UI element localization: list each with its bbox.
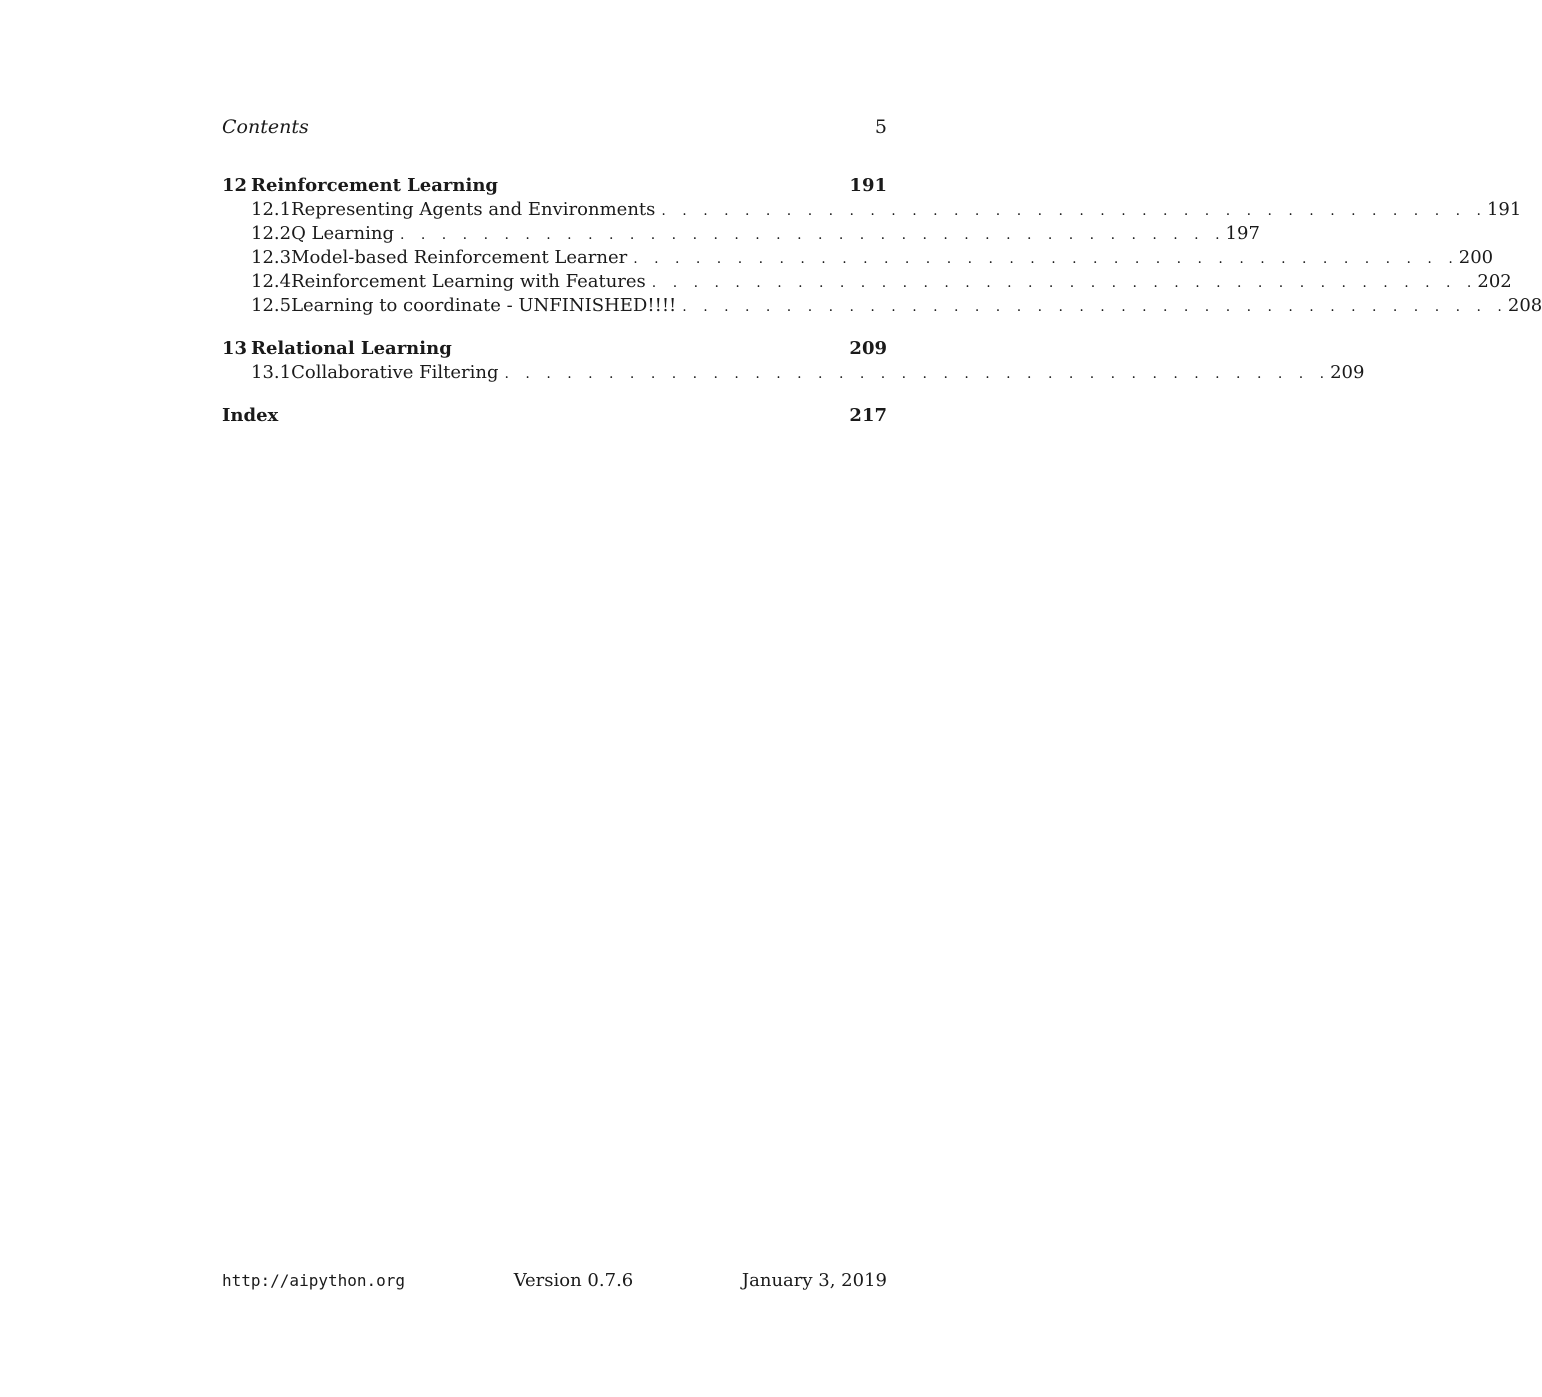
section-number: 12.4 bbox=[251, 271, 292, 292]
index-entry[interactable] bbox=[222, 405, 887, 429]
section-number: 12.3 bbox=[251, 247, 292, 268]
chapter-number: 12 bbox=[222, 175, 248, 196]
chapter-page: 191 bbox=[849, 175, 887, 196]
section-entry[interactable] bbox=[222, 362, 1365, 386]
index-label: Index bbox=[222, 405, 279, 426]
section-number: 12.5 bbox=[251, 295, 292, 316]
page-footer bbox=[222, 1270, 887, 1291]
chapter-entry[interactable] bbox=[222, 338, 887, 362]
dot-leader: . . . . . . . . . . . . . . . . . . . . . . . . . . . . . . . . . . . . . . . . bbox=[504, 366, 1331, 382]
chapter-title: Relational Learning bbox=[251, 338, 452, 359]
footer-date: January 3, 2019 bbox=[741, 1270, 887, 1291]
section-page: 208 bbox=[1507, 295, 1542, 316]
dot-leader: . . . . . . . . . . . . . . . . . . . . . . . . . . . . . . . . . . . . . . . . bbox=[661, 203, 1487, 219]
chapter-number: 13 bbox=[222, 338, 248, 359]
section-page: 200 bbox=[1458, 247, 1494, 268]
section-number: 12.1 bbox=[251, 199, 292, 220]
section-entry[interactable] bbox=[222, 199, 1522, 223]
table-of-contents bbox=[222, 175, 1542, 429]
section-page: 191 bbox=[1486, 199, 1522, 220]
section-number: 12.2 bbox=[251, 223, 292, 244]
page-number: 5 bbox=[874, 116, 887, 138]
section-title: Q Learning bbox=[291, 223, 394, 244]
dot-leader: . . . . . . . . . . . . . . . . . . . . . . . . . . . . . . . . . . . . . . . . bbox=[399, 227, 1226, 243]
section-page: 209 bbox=[1330, 362, 1365, 383]
toc-chapter-12 bbox=[222, 175, 1542, 319]
chapter-entry[interactable] bbox=[222, 175, 887, 199]
section-title: Representing Agents and Environments bbox=[291, 199, 656, 220]
section-entry[interactable] bbox=[222, 295, 1542, 319]
page-header bbox=[222, 116, 887, 138]
chapter-title: Reinforcement Learning bbox=[251, 175, 498, 196]
section-entry[interactable] bbox=[222, 271, 1512, 295]
section-page: 197 bbox=[1225, 223, 1260, 244]
toc-chapter-13 bbox=[222, 338, 1365, 386]
dot-leader: . . . . . . . . . . . . . . . . . . . . . . . . . . . . . . . . . . . . . . . . bbox=[651, 275, 1478, 291]
section-page: 202 bbox=[1477, 271, 1512, 292]
dot-leader: . . . . . . . . . . . . . . . . . . . . . . . . . . . . . . . . . . . . . . . . bbox=[682, 299, 1508, 315]
section-entry[interactable] bbox=[222, 247, 1494, 271]
section-title: Model-based Reinforcement Learner bbox=[291, 247, 628, 268]
section-number: 13.1 bbox=[251, 362, 292, 383]
footer-version: Version 0.7.6 bbox=[513, 1270, 634, 1291]
section-title: Learning to coordinate - UNFINISHED!!!! bbox=[291, 295, 677, 316]
dot-leader: . . . . . . . . . . . . . . . . . . . . . . . . . . . . . . . . . . . . . . . . bbox=[633, 251, 1459, 267]
section-entry[interactable] bbox=[222, 223, 1260, 247]
section-title: Reinforcement Learning with Features bbox=[291, 271, 646, 292]
index-page: 217 bbox=[849, 405, 887, 426]
chapter-page: 209 bbox=[849, 338, 887, 359]
section-title: Collaborative Filtering bbox=[291, 362, 499, 383]
running-title: Contents bbox=[222, 116, 309, 138]
footer-url[interactable]: http://aipython.org bbox=[222, 1271, 406, 1290]
